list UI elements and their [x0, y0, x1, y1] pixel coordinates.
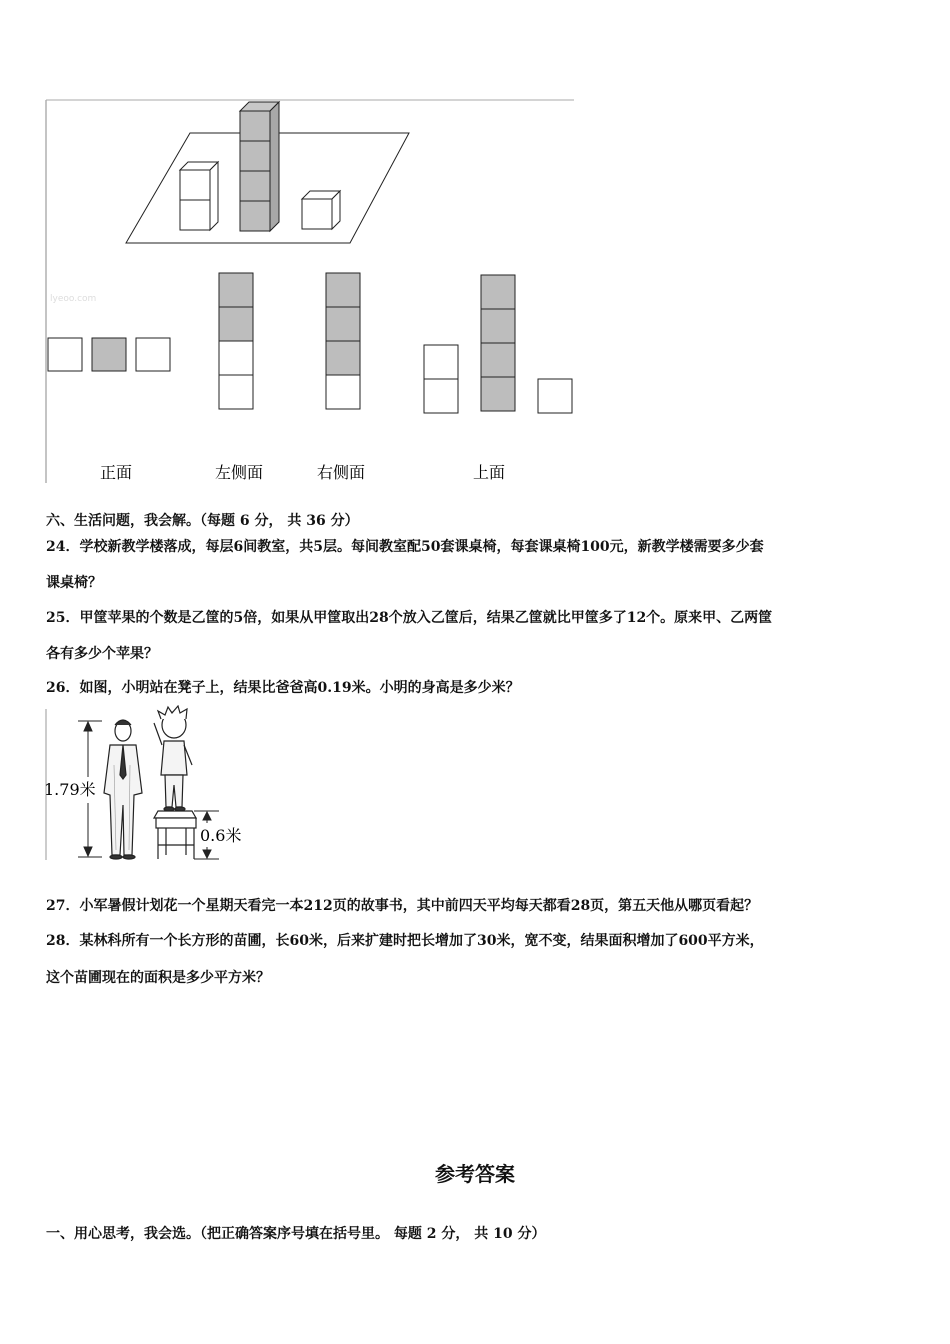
label-left: 左侧面	[215, 463, 264, 482]
front-view	[48, 338, 170, 371]
question-26: 26．如图，小明站在凳子上，结果比爸爸高0.19米。小明的身高是多少米？	[46, 680, 520, 696]
cube-stack-tall	[240, 102, 279, 231]
dad-figure	[104, 720, 142, 859]
top-view	[424, 275, 572, 413]
answers-section-1: 一、用心思考，我会选。（把正确答案序号填在括号里。 每题 2 分， 共 10 分）	[46, 1226, 546, 1242]
question-27: 27．小军暑假计划花一个星期天看完一本212页的故事书，其中前四天平均每天都看28页，第五天他从哪页看起？	[46, 898, 759, 914]
cube-views-figure	[44, 98, 584, 488]
boy-figure	[154, 706, 192, 811]
height-comparison-figure	[44, 705, 254, 870]
stool	[154, 811, 196, 859]
question-24-line1: 24．学校新教学楼落成，每层6间教室，共5层。每间教室配50套课桌椅，每套课桌椅100元，新教学楼需要多少套	[46, 539, 764, 555]
label-right: 右侧面	[317, 463, 366, 482]
cube-stack-left	[180, 162, 218, 230]
left-view	[219, 273, 253, 409]
question-25-line1: 25．甲筐苹果的个数是乙筐的5倍，如果从甲筐取出28个放入乙筐后，结果乙筐就比甲筐多了12个。原来甲、乙两筐	[46, 610, 773, 626]
stool-height-label: 0.6米	[200, 826, 242, 845]
label-front: 正面	[100, 463, 133, 482]
right-view	[326, 273, 360, 409]
section-6-heading: 六、生活问题，我会解。（每题 6 分， 共 36 分）	[46, 513, 359, 529]
watermark: lyeoo.com	[50, 294, 97, 304]
label-top: 上面	[473, 463, 506, 482]
cube-single-right	[302, 191, 340, 229]
dad-height-label: 1.79米	[44, 780, 96, 799]
question-24-line2: 课桌椅？	[46, 575, 102, 591]
question-28-line1: 28．某林科所有一个长方形的苗圃，长60米，后来扩建时把长增加了30米，宽不变，结果面积增加了600平方米，	[46, 933, 764, 949]
question-28-line2: 这个苗圃现在的面积是多少平方米？	[46, 970, 270, 986]
answers-title: 参考答案	[435, 1162, 515, 1186]
question-25-line2: 各有多少个苹果？	[46, 646, 158, 662]
